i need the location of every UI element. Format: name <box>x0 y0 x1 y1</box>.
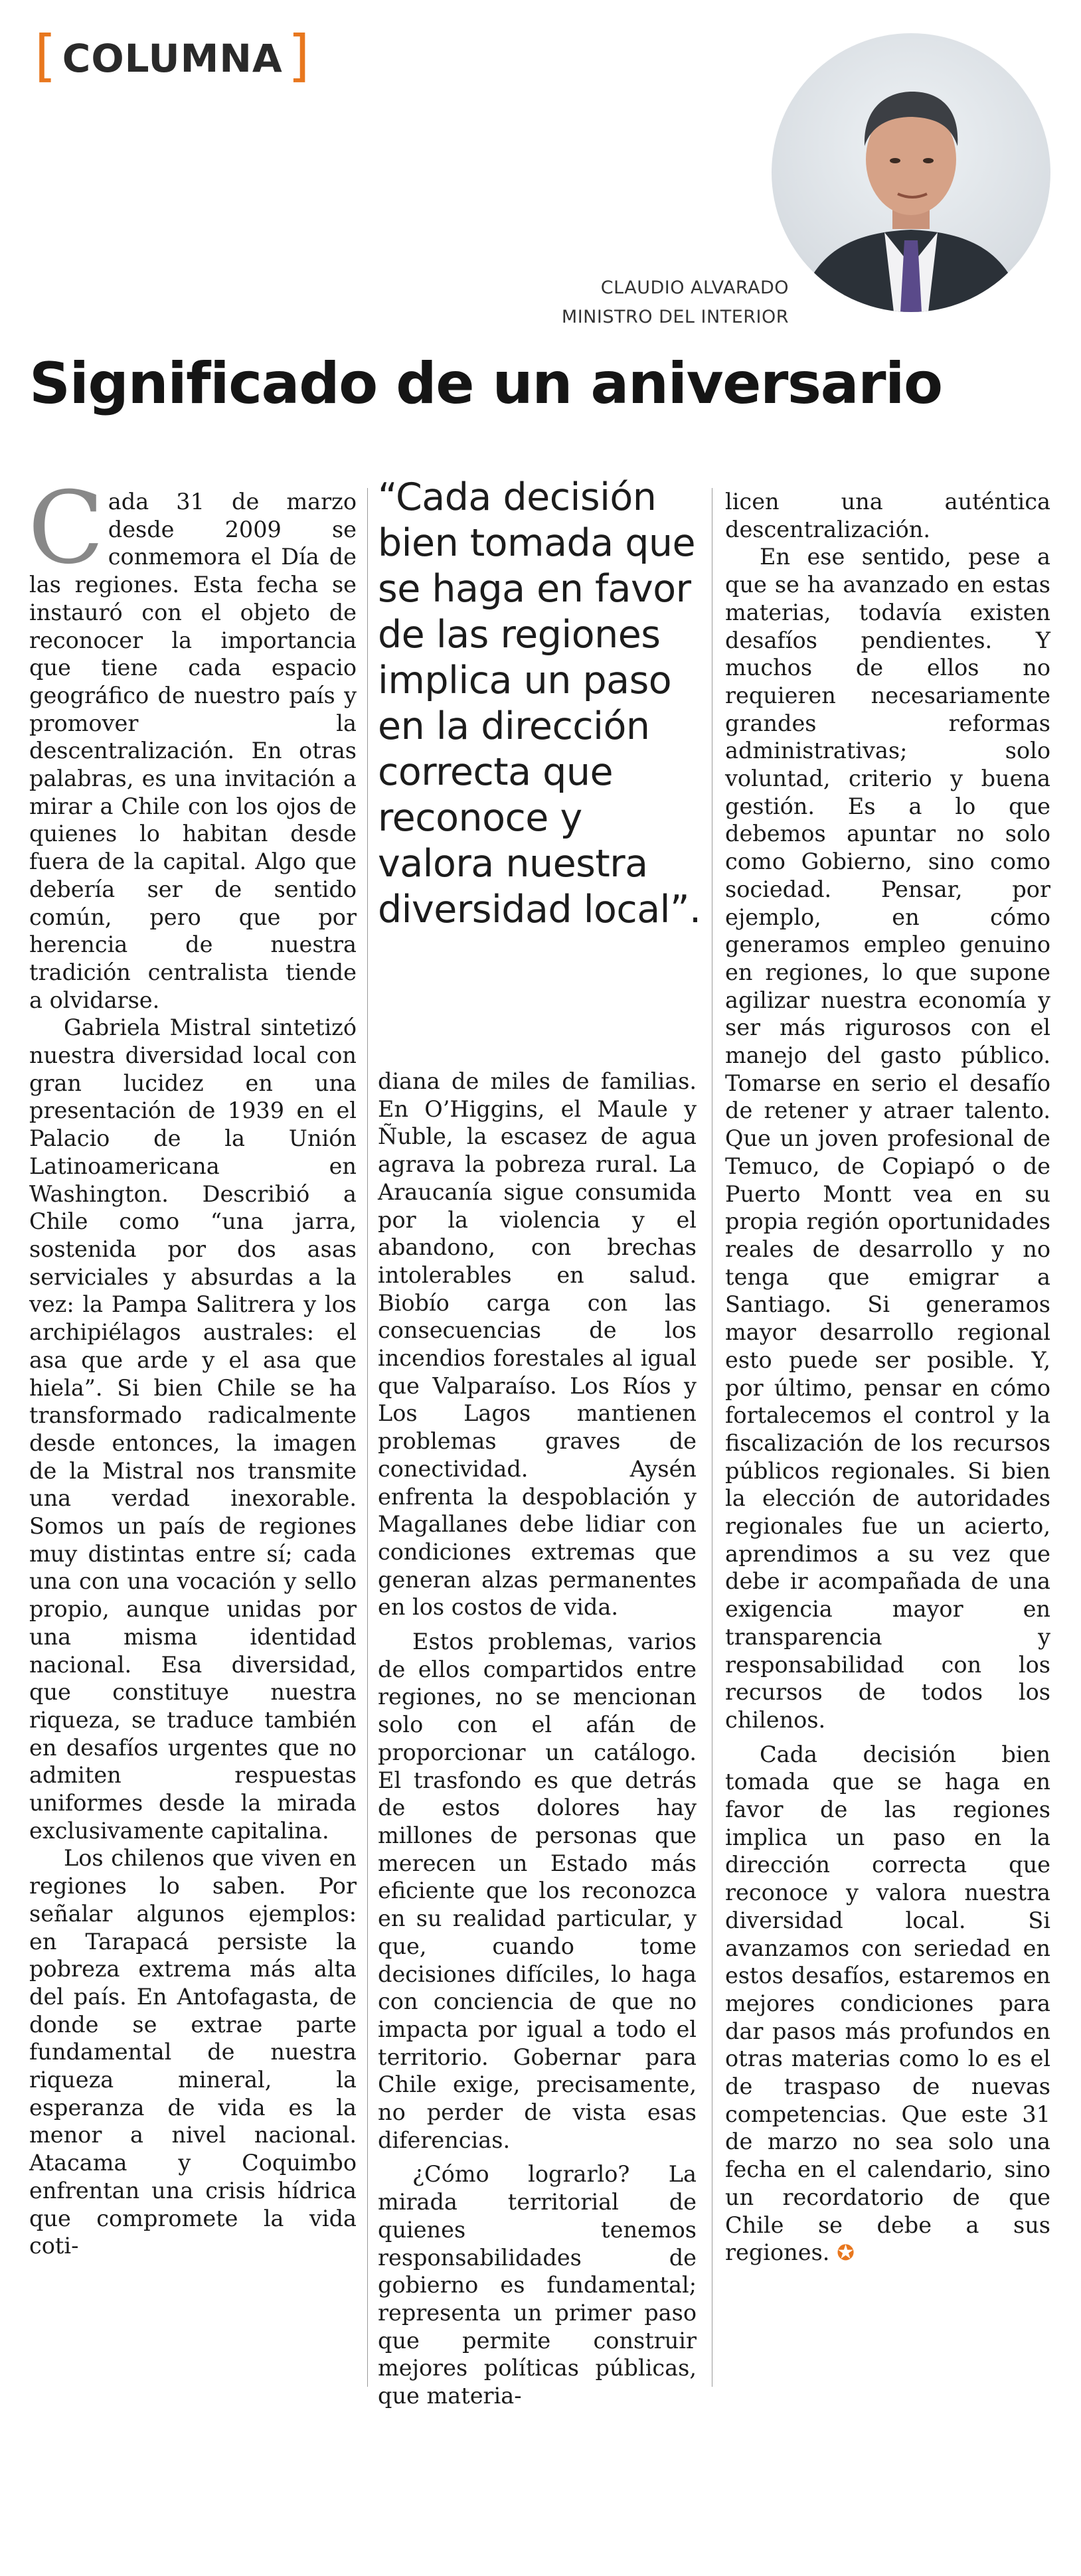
paragraph: Cada decisión bien tomada que se haga en favor de las regiones implica un paso en la dirección correcta que reconoce y valora nuestra diversidad local. Si avanzamos con seriedad en estos desafíos, estaremos en mejores condiciones para dar pasos más profundos en otras materias como lo es el de traspaso de nuevas competencias. Que este 31 de marzo no sea solo una fecha en el calendario, sino un recordatorio de que Chile se debe a sus regiones. ✪ <box>725 1741 1050 2266</box>
paragraph: En ese sentido, pese a que se ha avanzado en estas materias, todavía existen desafíos pendientes. Y muchos de ellos no requieren necesariamente grandes reformas administrativas; solo voluntad, criterio y buena gestión. Es a lo que debemos apuntar no solo como Gobierno, sino como sociedad. Pensar, por ejemplo, en cómo generamos empleo genuino en regiones, lo que supone agilizar nuestra economía y ser más rigurosos con el manejo del gasto público. Tomarse en serio el desafío de retener y atraer talento. Que un joven profesional de Temuco, de Copiapó o de Puerto Montt vea en su propia región oportunidades reales de desarrollo y no tenga que emigrar a Santiago. Si generamos mayor desarrollo regional esto puede ser posible. Y, por último, pensar en cómo fortalecemos el control y la fiscalización de los recursos públicos regionales. Si bien la elección de autoridades regionales fue un acierto, aprendimos a su vez que debe ir acompañada de una exigencia mayor en transparencia y responsabilidad con los recursos de todos los chilenos. <box>725 544 1050 1733</box>
column-divider <box>367 488 368 2387</box>
paragraph: Cada 31 de marzo desde 2009 se conmemora el Día de las regiones. Esta fecha se instauró con el objeto de reconocer la importancia que tiene cada espacio geográfico de nuestro país y promover la descentralización. En otras palabras, es una invitación a mirar a Chile con los ojos de quienes lo habitan desde fuera de la capital. Algo que debería ser de sentido común, pero que por herencia de nuestra tradición centralista tiende a olvidarse. <box>28 471 357 1013</box>
author-role: MINISTRO DEL INTERIOR <box>561 307 789 327</box>
paragraph: diana de miles de familias. En O’Higgins, el Maule y Ñuble, la escasez de agua agrava la pobreza rural. La Araucanía sigue consumida por la violencia y el abandono, con brechas intolerables en salud. Biobío carga con las consecuencias de los incendios forestales al igual que Valparaíso. Los Ríos y Los Lagos mantienen problemas graves de conectividad. Aysén enfrenta la despoblación y Magallanes debe lidiar con condiciones extremas que generan alzas permanentes en los costos de vida. <box>378 1068 697 1621</box>
drop-cap: C <box>28 471 104 586</box>
author-name: CLAUDIO ALVARADO <box>600 278 789 298</box>
paragraph: ¿Cómo lograrlo? La mirada territorial de quienes tenemos responsabilidades de gobierno es fundamental; representa un primer paso que permite construir mejores políticas públicas, que materia- <box>378 2161 697 2409</box>
author-portrait <box>772 33 1050 312</box>
end-mark-icon: ✪ <box>837 2240 855 2266</box>
paragraph: Los chilenos que viven en regiones lo saben. Por señalar algunos ejemplos: en Tarapacá persiste la pobreza extrema más alta del país. En Antofagasta, de donde se extrae parte fundamental de nuestra riqueza mineral, la esperanza de vida es la menor a nivel nacional. Atacama y Coquimbo enfrentan una crisis hídrica que compromete la vida coti- <box>29 1845 357 2259</box>
paragraph: Estos problemas, varios de ellos compartidos entre regiones, no se mencionan solo con el afán de proporcionar un catálogo. El trasfondo es que detrás de estos dolores hay millones de personas que merecen un Estado más eficiente que los reconozca en su realidad particular, y que, cuando tome decisiones difíciles, lo haga con conciencia de que no impacta por igual a todo el territorio. Gobernar para Chile exige, precisamente, no perder de vista esas diferencias. <box>378 1629 697 2153</box>
column-1 <box>28 471 357 2260</box>
section-label: [ COLUMNA ] <box>35 23 311 88</box>
pull-quote: “Cada decisión bien tomada que se haga en favor de las regiones implica un paso en la dirección correcta que reconoce y valora nuestra diversidad local”. <box>378 475 701 931</box>
paragraph: licen una auténtica descentralización. <box>725 489 1050 542</box>
column-3 <box>725 488 1050 2267</box>
column-2 <box>378 1068 697 2410</box>
paragraph: Gabriela Mistral sintetizó nuestra diversidad local con gran lucidez en una presentación de 1939 en el Palacio de la Unión Latinoamericana en Washington. Describió a Chile como “una jarra, sostenida por dos asas serviciales y absurdas a la vez: la Pampa Salitrera y los archipiélagos australes: el asa que arde y el asa que hiela”. Si bien Chile se ha transformado radicalmente desde entonces, la imagen de la Mistral nos transmite una verdad inexorable. Somos un país de regiones muy distintas entre sí; cada una con una vocación y sello propio, aunque unidas por una misma identidad nacional. Esa diversidad, que constituye nuestra riqueza, se traduce también en desafíos urgentes que no admiten respuestas uniformes desde la mirada exclusivamente capitalina. <box>29 1014 357 1844</box>
headline: Significado de un aniversario <box>29 351 942 417</box>
author-byline <box>562 274 789 332</box>
portrait-illustration <box>772 33 1050 312</box>
section-name: COLUMNA <box>62 36 283 81</box>
